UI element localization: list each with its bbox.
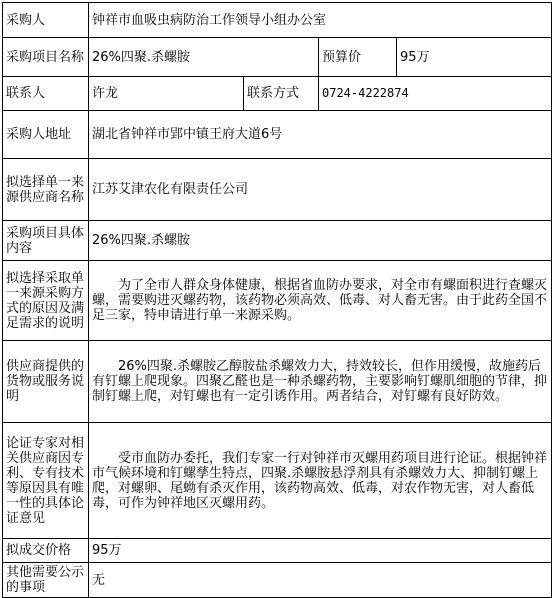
phone-label: 联系方式 xyxy=(244,77,319,111)
row-supplier xyxy=(3,159,552,221)
item-label: 采购项目名称 xyxy=(3,38,89,77)
row-goods xyxy=(3,341,552,423)
contact-label: 联系人 xyxy=(3,77,89,111)
row-other xyxy=(3,563,552,598)
address-value: 湖北省钟祥市郢中镇王府大道6号 xyxy=(89,111,552,159)
row-contact xyxy=(3,77,552,111)
row-reason xyxy=(3,261,552,341)
address-label: 采购人地址 xyxy=(3,111,89,159)
supplier-label: 拟选择单一来源供应商名称 xyxy=(3,159,89,221)
row-address xyxy=(3,111,552,159)
row-purchaser xyxy=(3,3,552,38)
price-label: 拟成交价格 xyxy=(3,539,89,563)
budget-value: 95万 xyxy=(397,38,552,77)
expert-value: 受市血防办委托，我们专家一行对钟祥市灭螺用药项目进行论证。根据钟祥市气候环境和钉螺孳生特点，四聚.杀螺胺悬浮剂具有杀螺效力大、抑制钉螺上爬，对螺卵、尾蚴有杀灭作用，该药物高效、低毒，对农作物无害，对人畜低毒，可作为钟祥地区灭螺用药。 xyxy=(89,423,552,539)
contact-value: 许龙 xyxy=(89,77,244,111)
reason-value: 为了全市人群众身体健康，根据省血防办要求，对全市有螺面积进行查螺灭螺，需要购进灭螺药物，该药物必须高效、低毒、对人畜无害。由于此药全国不足三家，特申请进行单一来源采购。 xyxy=(89,261,552,341)
budget-label: 预算价 xyxy=(319,38,397,77)
expert-label: 论证专家对相关供应商因专利、专有技术等原因具有唯一性的具体论证意见 xyxy=(3,423,89,539)
supplier-value: 江苏艾津农化有限责任公司 xyxy=(89,159,552,221)
goods-label: 供应商提供的货物或服务说明 xyxy=(3,341,89,423)
content-label: 采购项目具体内容 xyxy=(3,221,89,261)
purchaser-label: 采购人 xyxy=(3,3,89,38)
other-label: 其他需要公示的事项 xyxy=(3,563,89,598)
procurement-info-table xyxy=(2,2,552,598)
row-price xyxy=(3,539,552,563)
phone-value: 0724-4222874 xyxy=(319,77,552,111)
row-expert xyxy=(3,423,552,539)
goods-value: 26%四聚.杀螺胺乙醇胺盐杀螺效力大，持效较长，但作用缓慢，故施药后有钉螺上爬现象。四聚乙醛也是一种杀螺药物，主要影响钉螺肌细胞的节律，抑制钉螺上爬，对钉螺也有一定引诱作用。两者结合，对钉螺有良好防效。 xyxy=(89,341,552,423)
other-value: 无 xyxy=(89,563,552,598)
item-value: 26%四聚.杀螺胺 xyxy=(89,38,319,77)
reason-label: 拟选择采取单一来源采购方式的原因及满足需求的说明 xyxy=(3,261,89,341)
content-value: 26%四聚.杀螺胺 xyxy=(89,221,552,261)
purchaser-value: 钟祥市血吸虫病防治工作领导小组办公室 xyxy=(89,3,552,38)
row-content xyxy=(3,221,552,261)
row-item xyxy=(3,38,552,77)
price-value: 95万 xyxy=(89,539,552,563)
